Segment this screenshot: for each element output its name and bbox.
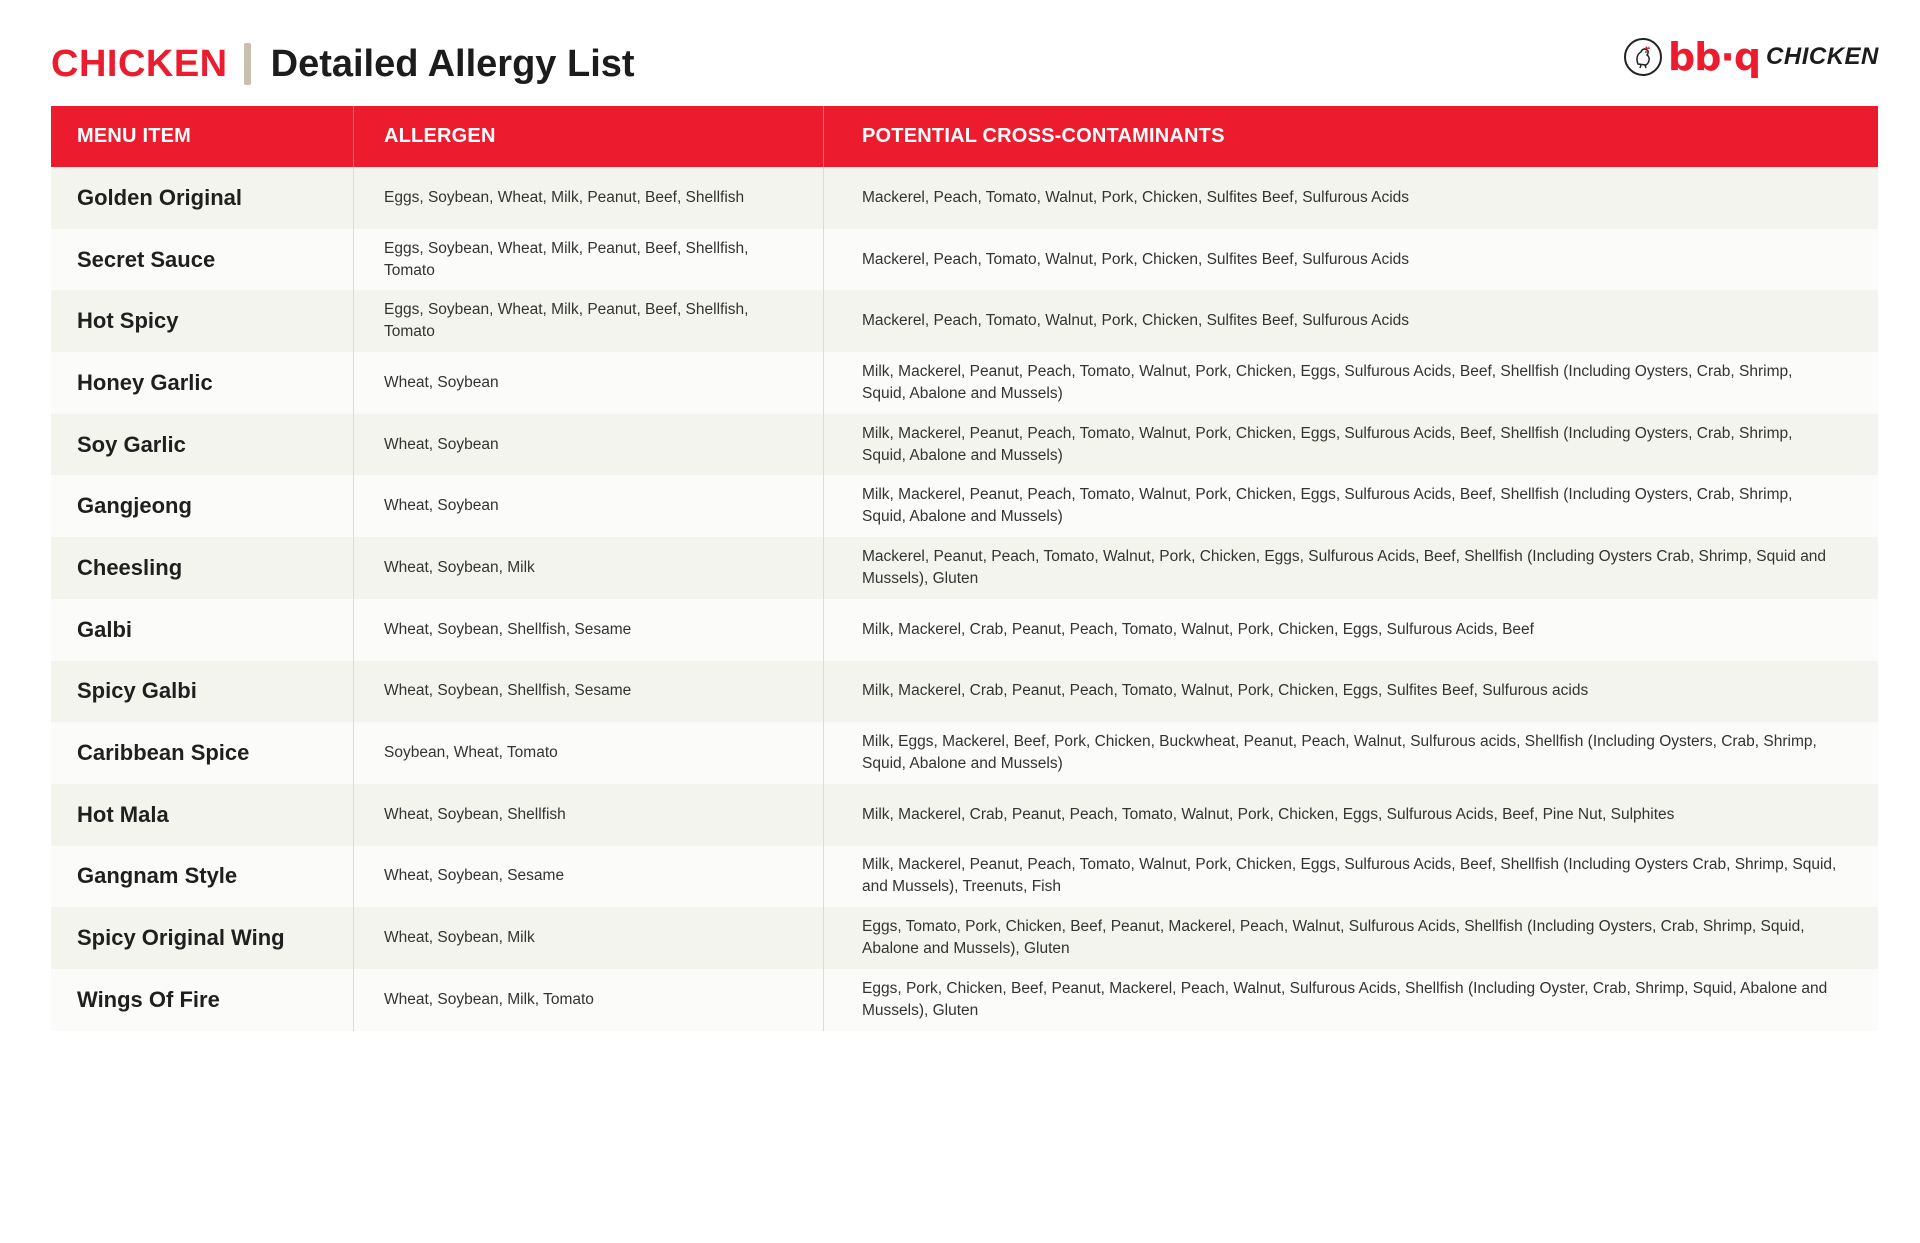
menu-item-cell: Spicy Galbi [77,678,197,704]
menu-item-cell: Cheesling [77,554,183,580]
cross-contaminants-cell: Mackerel, Peach, Tomato, Walnut, Pork, Chicken, Sulfites Beef, Sulfurous Acids [823,229,1878,291]
cross-contaminants-cell: Milk, Mackerel, Crab, Peanut, Peach, Tomato, Walnut, Pork, Chicken, Eggs, Sulfites Beef, Sulfurous acids [823,661,1878,723]
cross-contaminants-cell: Milk, Mackerel, Peanut, Peach, Tomato, Walnut, Pork, Chicken, Eggs, Sulfurous Acids, Beef, Shellfish (Including Oysters Crab, Shrimp, Squid, and Mussels), Treenuts, Fish [823,846,1878,908]
column-header-menu-item: MENU ITEM [77,125,192,147]
menu-item-cell: Hot Mala [77,801,169,827]
allergen-cell: Wheat, Soybean, Milk, Tomato [353,969,823,1031]
chicken-icon [1624,38,1662,76]
menu-item-cell: Honey Garlic [77,369,213,395]
cross-contaminants-cell: Eggs, Pork, Chicken, Beef, Peanut, Mackerel, Peach, Walnut, Sulfurous Acids, Shellfish (Including Oyster, Crab, Shrimp, Squid, Abalone and Mussels), Gluten [823,969,1878,1031]
allergen-cell: Soybean, Wheat, Tomato [353,722,823,784]
allergen-cell: Eggs, Soybean, Wheat, Milk, Peanut, Beef, Shellfish [353,167,823,229]
menu-item-cell: Golden Original [77,184,243,210]
menu-item-cell: Gangnam Style [77,863,238,889]
menu-item-cell: Caribbean Spice [77,740,250,766]
table-body [51,167,1878,1031]
menu-item-cell: Spicy Original Wing [77,925,285,951]
table-row [51,599,1878,661]
menu-item-cell: Galbi [77,616,133,642]
cross-contaminants-cell: Mackerel, Peach, Tomato, Walnut, Pork, Chicken, Sulfites Beef, Sulfurous Acids [823,290,1878,352]
allergy-table [51,106,1878,1031]
allergen-cell: Wheat, Soybean, Shellfish, Sesame [353,599,823,661]
menu-item-cell: Wings Of Fire [77,986,220,1012]
table-row [51,229,1878,291]
table-row [51,661,1878,723]
table-row [51,846,1878,908]
table-row [51,784,1878,846]
logo-chicken-text: CHICKEN [1766,43,1879,70]
allergen-cell: Wheat, Soybean, Milk [353,537,823,599]
table-row [51,167,1878,229]
title-separator [244,43,251,85]
cross-contaminants-cell: Milk, Mackerel, Peanut, Peach, Tomato, Walnut, Pork, Chicken, Eggs, Sulfurous Acids, Beef, Shellfish (Including Oysters, Crab, Shrimp, Squid, Abalone and Mussels) [823,475,1878,537]
allergen-cell: Eggs, Soybean, Wheat, Milk, Peanut, Beef, Shellfish, Tomato [353,290,823,352]
menu-item-cell: Secret Sauce [77,246,216,272]
table-row [51,537,1878,599]
bbq-chicken-logo [1624,36,1879,78]
column-header-allergen: ALLERGEN [353,106,823,167]
allergen-cell: Wheat, Soybean [353,414,823,476]
table-row [51,414,1878,476]
allergen-cell: Wheat, Soybean, Milk [353,907,823,969]
title-chicken: CHICKEN [51,42,228,85]
table-row [51,352,1878,414]
column-header-cross-contaminants: POTENTIAL CROSS-CONTAMINANTS [823,106,1878,167]
table-row [51,969,1878,1031]
cross-contaminants-cell: Milk, Mackerel, Peanut, Peach, Tomato, Walnut, Pork, Chicken, Eggs, Sulfurous Acids, Beef, Shellfish (Including Oysters, Crab, Shrimp, Squid, Abalone and Mussels) [823,352,1878,414]
allergen-cell: Wheat, Soybean [353,475,823,537]
cross-contaminants-cell: Milk, Eggs, Mackerel, Beef, Pork, Chicken, Buckwheat, Peanut, Peach, Walnut, Sulfurous acids, Shellfish (Including Oysters, Crab, Shrimp, Squid, Abalone and Mussels) [823,722,1878,784]
menu-item-cell: Soy Garlic [77,431,186,457]
cross-contaminants-cell: Mackerel, Peanut, Peach, Tomato, Walnut, Pork, Chicken, Eggs, Sulfurous Acids, Beef, Shellfish (Including Oysters Crab, Shrimp, Squid and Mussels), Gluten [823,537,1878,599]
cross-contaminants-cell: Milk, Mackerel, Peanut, Peach, Tomato, Walnut, Pork, Chicken, Eggs, Sulfurous Acids, Beef, Shellfish (Including Oysters, Crab, Shrimp, Squid, Abalone and Mussels) [823,414,1878,476]
table-header [51,106,1878,167]
table-row [51,907,1878,969]
allergen-cell: Wheat, Soybean [353,352,823,414]
cross-contaminants-cell: Milk, Mackerel, Crab, Peanut, Peach, Tomato, Walnut, Pork, Chicken, Eggs, Sulfurous Acids, Beef [823,599,1878,661]
allergen-cell: Eggs, Soybean, Wheat, Milk, Peanut, Beef, Shellfish, Tomato [353,229,823,291]
menu-item-cell: Hot Spicy [77,308,179,334]
table-row [51,475,1878,537]
page-title: Detailed Allergy List [270,42,635,85]
cross-contaminants-cell: Milk, Mackerel, Crab, Peanut, Peach, Tomato, Walnut, Pork, Chicken, Eggs, Sulfurous Acids, Beef, Pine Nut, Sulphites [823,784,1878,846]
cross-contaminants-cell: Eggs, Tomato, Pork, Chicken, Beef, Peanut, Mackerel, Peach, Walnut, Sulfurous Acids, Shellfish (Including Oysters, Crab, Shrimp, Squid, Abalone and Mussels), Gluten [823,907,1878,969]
page-header [51,36,635,92]
menu-item-cell: Gangjeong [77,493,192,519]
logo-bbq-text: bb·q [1668,35,1761,79]
table-row [51,290,1878,352]
table-row [51,722,1878,784]
allergen-cell: Wheat, Soybean, Shellfish [353,784,823,846]
allergen-cell: Wheat, Soybean, Shellfish, Sesame [353,661,823,723]
cross-contaminants-cell: Mackerel, Peach, Tomato, Walnut, Pork, Chicken, Sulfites Beef, Sulfurous Acids [823,167,1878,229]
allergen-cell: Wheat, Soybean, Sesame [353,846,823,908]
